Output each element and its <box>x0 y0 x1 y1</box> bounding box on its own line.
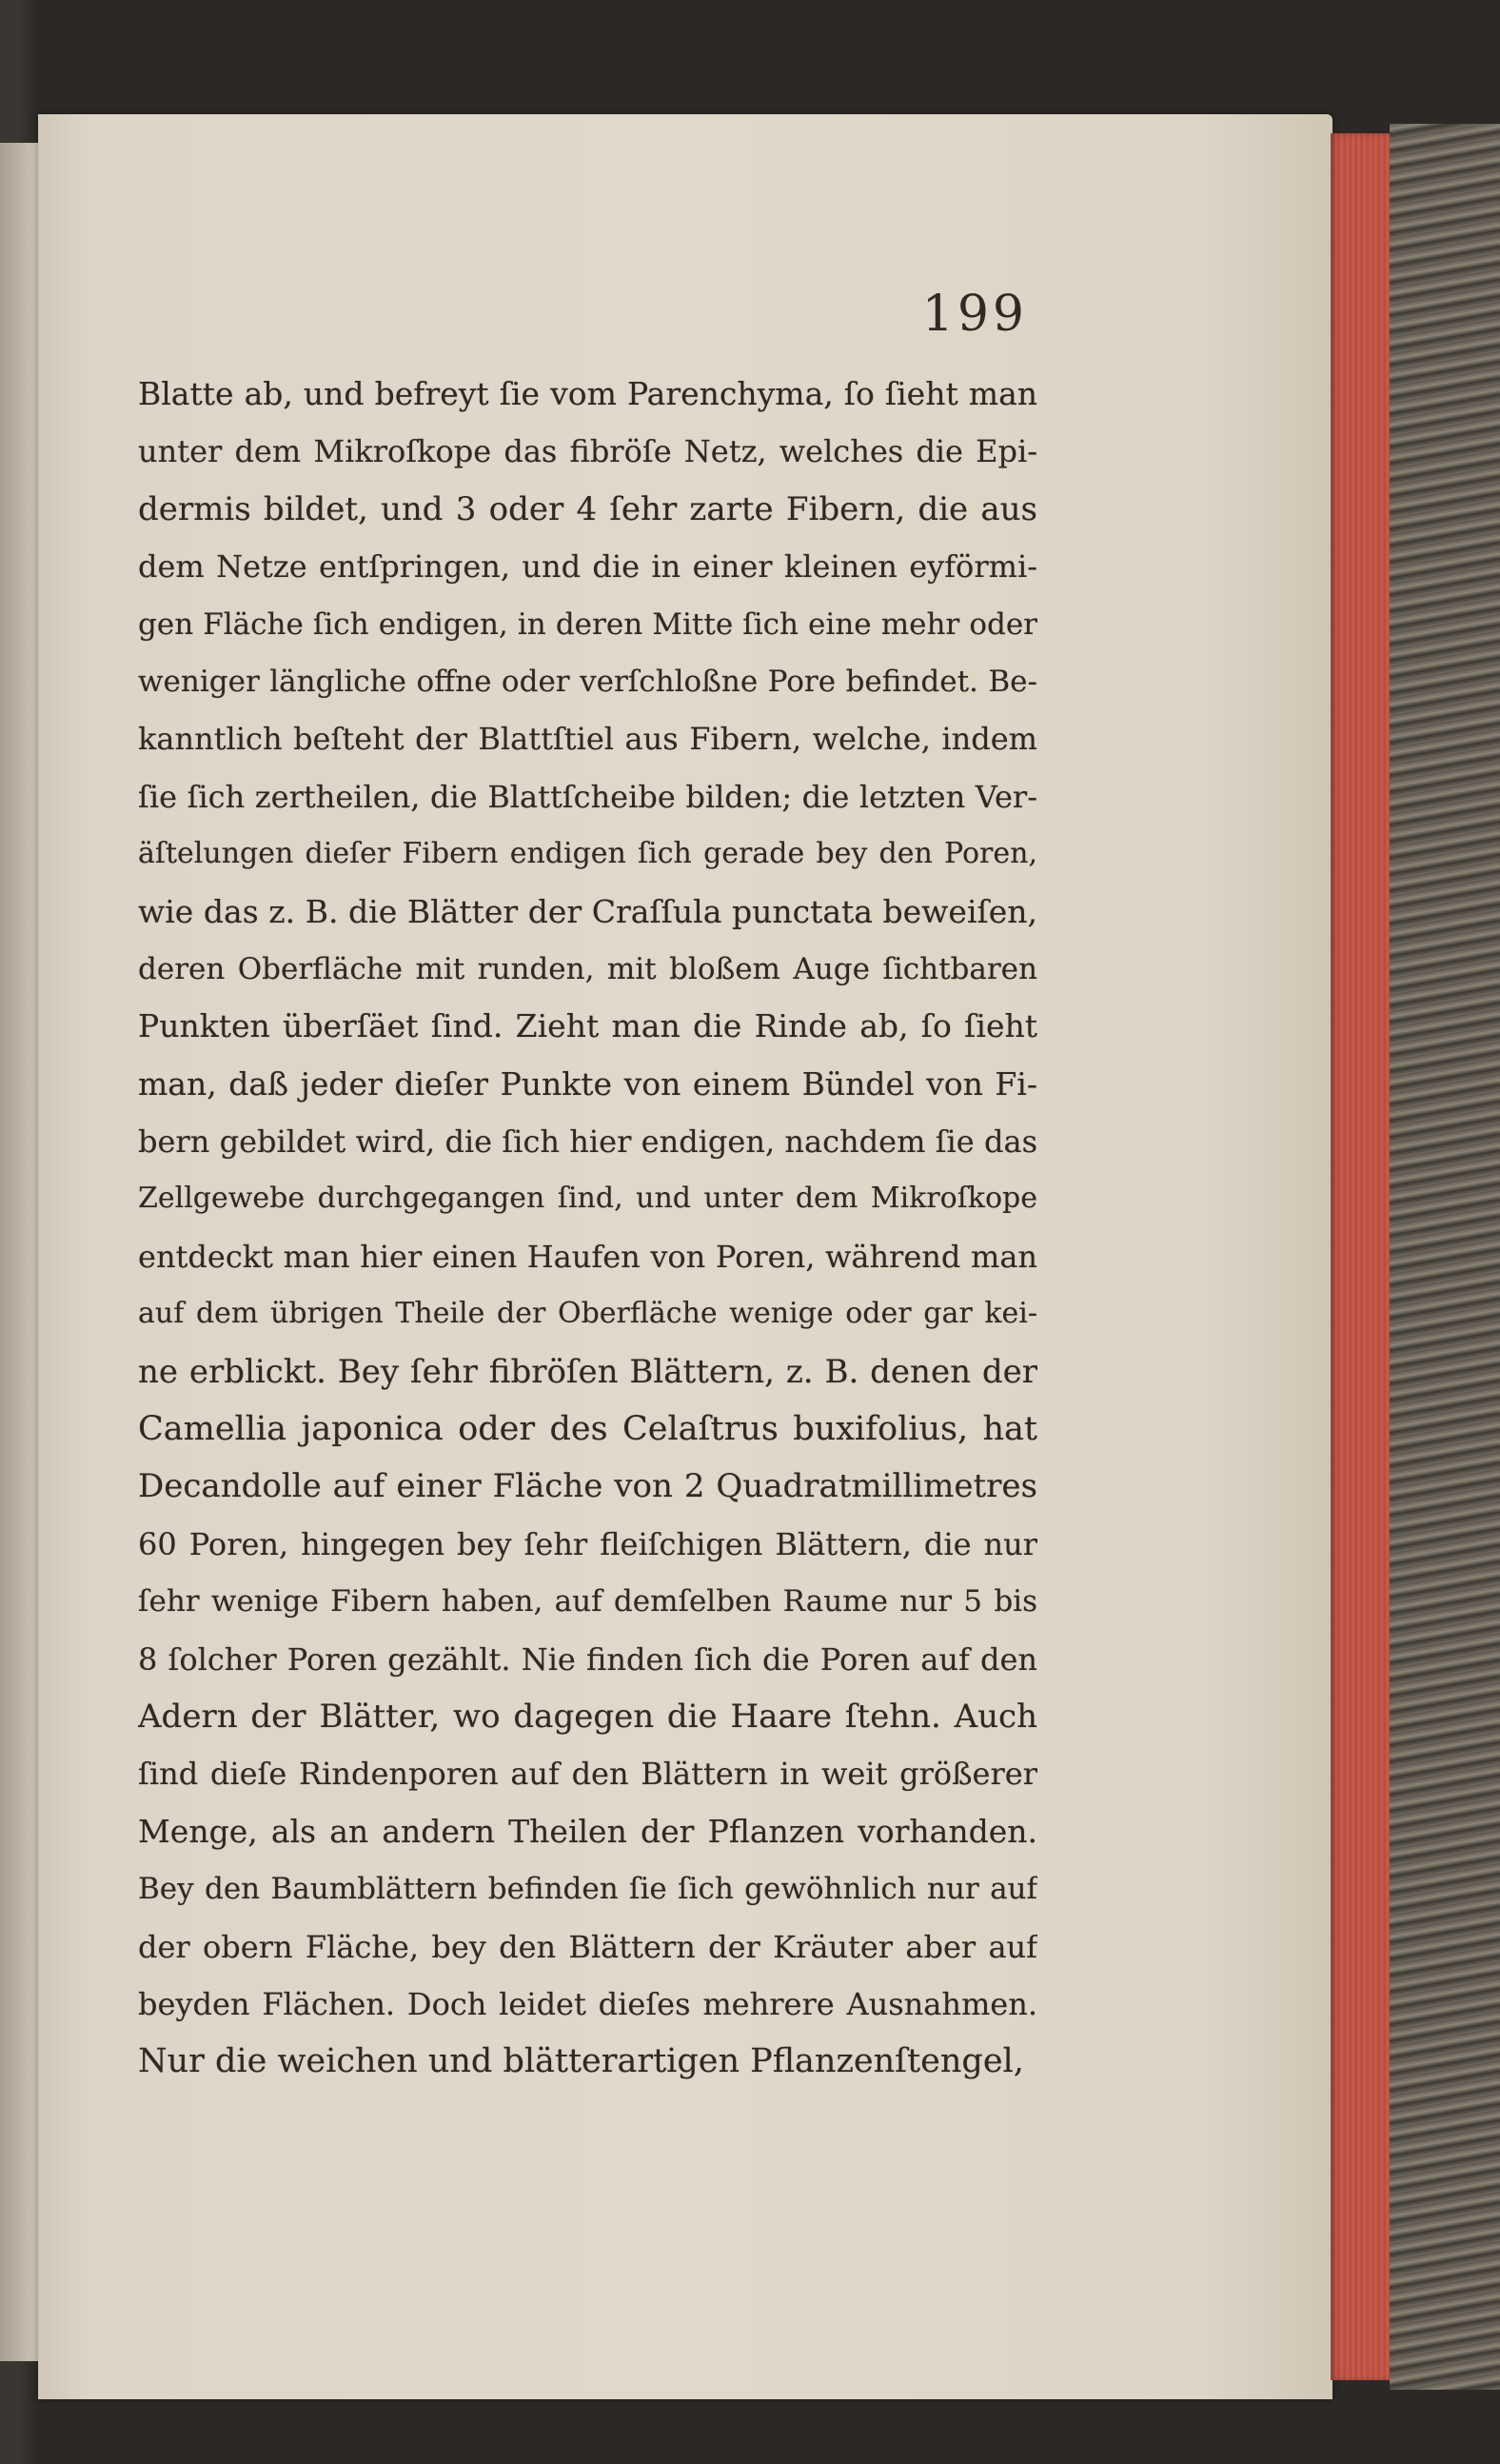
page-number: 199 <box>921 286 1028 343</box>
text-line: deren Oberfläche mit runden, mit bloßem Auge ſichtbaren <box>138 951 1037 986</box>
text-line: 8 ſolcher Poren gezählt. Nie finden ſich die Poren auf den <box>138 1640 1037 1678</box>
text-line: ne erblickt. Bey ſehr fibröſen Blättern, z. B. denen der <box>138 1352 1037 1391</box>
text-line: auf dem übrigen Theile der Oberfläche wenige oder gar kei- <box>138 1297 1037 1331</box>
text-line: beyden Flächen. Doch leidet dieſes mehrere Ausnahmen. <box>138 1985 1037 2022</box>
body-text <box>138 366 1037 2091</box>
text-line: wie das z. B. die Blätter der Craſſula punctata beweiſen, <box>138 892 1037 930</box>
page-header <box>838 286 1028 371</box>
text-line: ſind dieſe Rindenporen auf den Blättern in weit größerer <box>138 1756 1037 1793</box>
text-line: dermis bildet, und 3 oder 4 ſehr zarte Fibern, die aus <box>138 489 1037 528</box>
text-line: der obern Fläche, bey den Blättern der Kräuter aber auf <box>138 1928 1037 1965</box>
text-line: kanntlich beſteht der Blattſtiel aus Fibern, welche, indem <box>138 721 1037 758</box>
text-line: Bey den Baumblättern befinden ſie ſich gewöhnlich nur auf <box>138 1872 1037 1907</box>
text-line: Blatte ab, und befreyt ſie vom Parenchyma, ſo ſieht man <box>138 375 1037 412</box>
text-line: unter dem Mikroſkope das fibröſe Netz, welches die Epi- <box>138 433 1037 470</box>
text-line: weniger längliche offne oder verſchloßne Pore befindet. Be- <box>138 664 1037 699</box>
text-line: Decandolle auf einer Fläche von 2 Quadratmillimetres <box>138 1467 1037 1506</box>
red-page-edges <box>1331 133 1390 2380</box>
text-line: man, daß jeder dieſer Punkte von einem Bündel von Fi- <box>138 1064 1037 1103</box>
text-line: Zellgewebe durchgegangen ſind, und unter dem Mikroſkope <box>138 1182 1037 1216</box>
book-cover-edge <box>1390 124 1500 2390</box>
left-page-edge <box>0 143 38 2361</box>
text-line: äſtelungen dieſer Fibern endigen ſich gerade bey den Poren, <box>138 837 1037 871</box>
text-line: bern gebildet wird, die ſich hier endigen, nachdem ſie das <box>138 1123 1037 1161</box>
text-line: Adern der Blätter, wo dagegen die Haare ſtehn. Auch <box>138 1697 1037 1736</box>
text-line: gen Fläche ſich endigen, in deren Mitte ſich eine mehr oder <box>138 606 1037 642</box>
text-line: Nur die weichen und blätterartigen Pflanzenſtengel, <box>138 2042 1024 2081</box>
text-line: dem Netze entſpringen, und die in einer kleinen eyförmi- <box>138 548 1037 586</box>
text-line: Menge, als an andern Theilen der Pflanzen vorhanden. <box>138 1812 1037 1850</box>
text-line: ſie ſich zertheilen, die Blattſcheibe bilden; die letzten Ver- <box>138 778 1037 815</box>
text-line: Camellia japonica oder des Celaſtrus buxifolius, hat <box>138 1410 1037 1449</box>
text-line: Punkten überſäet ſind. Zieht man die Rinde ab, ſo ſieht <box>138 1007 1037 1045</box>
text-line: ſehr wenige Fibern haben, auf demſelben Raume nur 5 bis <box>138 1584 1037 1619</box>
text-line: entdeckt man hier einen Haufen von Poren, während man <box>138 1238 1037 1275</box>
text-line: 60 Poren, hingegen bey ſehr fleiſchigen Blättern, die nur <box>138 1525 1037 1562</box>
